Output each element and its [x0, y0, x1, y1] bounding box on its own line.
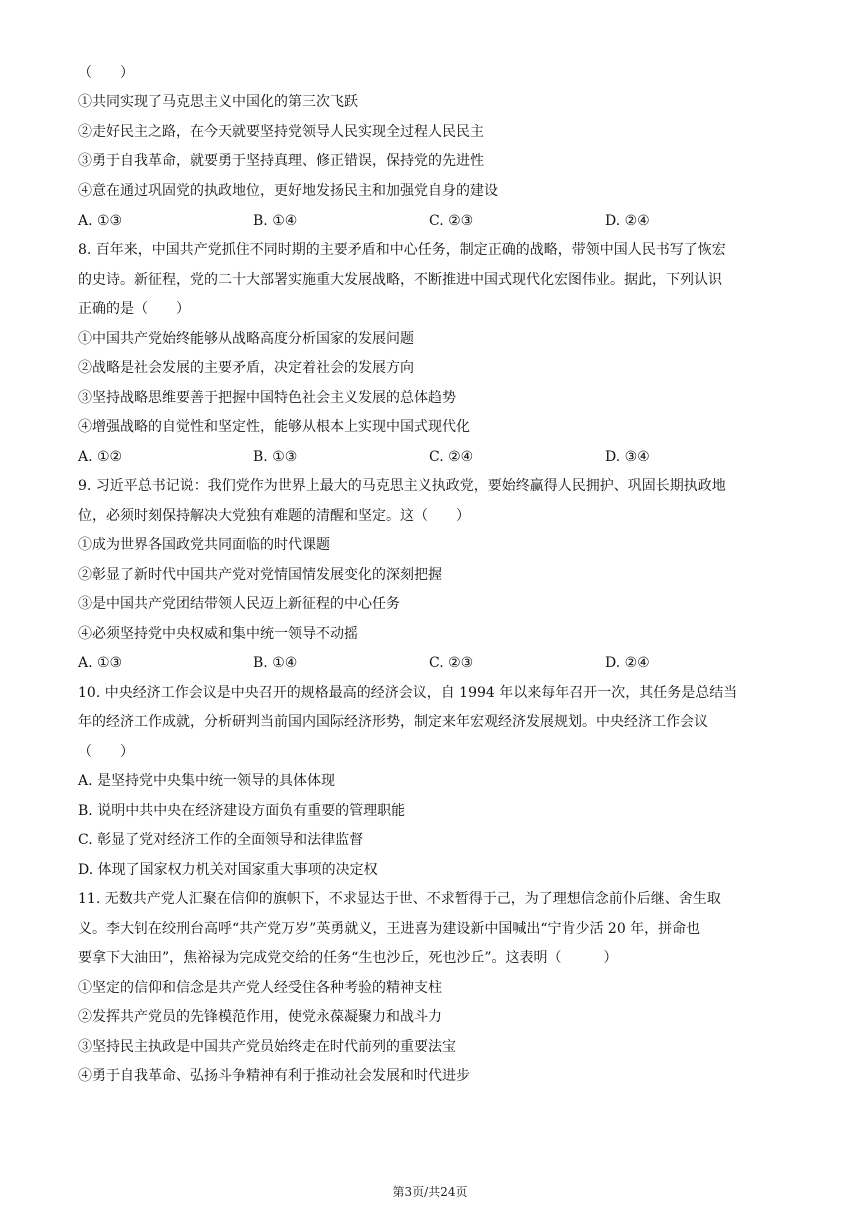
q7-item-3: ③勇于自我革命，就要勇于坚持真理、修正错误，保持党的先进性: [78, 153, 484, 169]
q7-item-2: ②走好民主之路，在今天就要坚持党领导人民实现全过程人民民主: [78, 124, 484, 140]
q11-item-4: ④勇于自我革命、弘扬斗争精神有利于推动社会发展和时代进步: [78, 1068, 470, 1084]
q9-stem-line-1: 9. 习近平总书记说：我们党作为世界上最大的马克思主义执政党，要始终赢得人民拥护、巩固长期执政地: [78, 478, 726, 494]
q9-option-d[interactable]: D. ②④: [605, 655, 650, 671]
q8-item-4: ④增强战略的自觉性和坚定性，能够从根本上实现中国式现代化: [78, 419, 470, 435]
q9-option-c[interactable]: C. ②③: [429, 655, 474, 671]
q7-option-a[interactable]: A. ①③: [78, 213, 123, 229]
page-footer: 第3页/共24页: [392, 1185, 468, 1199]
q10-choice-a[interactable]: A. 是坚持党中央集中统一领导的具体体现: [78, 773, 336, 789]
q8-options: [78, 446, 790, 468]
q9-item-4: ④必须坚持党中央权威和集中统一领导不动摇: [78, 626, 358, 642]
q8-stem-line-1: 8. 百年来，中国共产党抓住不同时期的主要矛盾和中心任务，制定正确的战略，带领中国人民书写了恢宏: [78, 242, 726, 258]
q7-item-4: ④意在通过巩固党的执政地位，更好地发扬民主和加强党自身的建设: [78, 183, 498, 199]
q10-choice-c[interactable]: C. 彰显了党对经济工作的全面领导和法律监督: [78, 832, 364, 848]
q8-item-2: ②战略是社会发展的主要矛盾，决定着社会的发展方向: [78, 360, 414, 376]
q10-choice-d[interactable]: D. 体现了国家权力机关对国家重大事项的决定权: [78, 862, 378, 878]
q7-item-1: ①共同实现了马克思主义中国化的第三次飞跃: [78, 94, 358, 110]
q8-option-c[interactable]: C. ②④: [429, 449, 474, 465]
q11-item-1: ①坚定的信仰和信念是共产党人经受住各种考验的精神支柱: [78, 980, 442, 996]
q9-options: [78, 652, 790, 674]
q9-item-3: ③是中国共产党团结带领人民迈上新征程的中心任务: [78, 596, 400, 612]
q9-option-a[interactable]: A. ①③: [78, 655, 123, 671]
q8-option-b[interactable]: B. ①③: [253, 449, 298, 465]
q11-stem-line-2: 义。李大钊在绞刑台高呼“共产党万岁”英勇就义，王进喜为建设新中国喊出“宁肯少活 20 年，拼命也: [78, 921, 701, 937]
q10-stem-line-1: 10. 中央经济工作会议是中央召开的规格最高的经济会议，自 1994 年以来每年召开一次，其任务是总结当: [78, 685, 738, 701]
q10-stem-line-3: （ ）: [78, 744, 134, 760]
q9-option-b[interactable]: B. ①④: [253, 655, 298, 671]
q8-item-3: ③坚持战略思维要善于把握中国特色社会主义发展的总体趋势: [78, 390, 456, 406]
q7-option-b[interactable]: B. ①④: [253, 213, 298, 229]
q9-item-2: ②彰显了新时代中国共产党对党情国情发展变化的深刻把握: [78, 567, 442, 583]
q10-stem-line-2: 年的经济工作成就，分析研判当前国内国际经济形势，制定来年宏观经济发展规划。中央经济工作会议: [78, 714, 708, 730]
q11-stem-line-3: 要拿下大油田”，焦裕禄为完成党交给的任务“生也沙丘，死也沙丘”。这表明（ ）: [78, 950, 618, 966]
q11-item-2: ②发挥共产党员的先锋模范作用，使党永葆凝聚力和战斗力: [78, 1009, 442, 1025]
question-7-paren: （ ）: [78, 65, 134, 81]
q9-stem-line-2: 位，必须时刻保持解决大党独有难题的清醒和坚定。这（ ）: [78, 508, 470, 524]
q8-item-1: ①中国共产党始终能够从战略高度分析国家的发展问题: [78, 331, 414, 347]
q8-stem-line-2: 的史诗。新征程，党的二十大部署实施重大发展战略，不断推进中国式现代化宏图伟业。据此，下列认识: [78, 272, 722, 288]
q9-item-1: ①成为世界各国政党共同面临的时代课题: [78, 537, 330, 553]
q8-option-a[interactable]: A. ①②: [78, 449, 123, 465]
q7-options: [78, 210, 790, 232]
q10-choice-b[interactable]: B. 说明中共中央在经济建设方面负有重要的管理职能: [78, 803, 406, 819]
q8-stem-line-3: 正确的是（ ）: [78, 301, 190, 317]
q11-item-3: ③坚持民主执政是中国共产党员始终走在时代前列的重要法宝: [78, 1039, 456, 1055]
q8-option-d[interactable]: D. ③④: [605, 449, 650, 465]
q7-option-c[interactable]: C. ②③: [429, 213, 474, 229]
q11-stem-line-1: 11. 无数共产党人汇聚在信仰的旗帜下，不求显达于世、不求暂得于己，为了理想信念前仆后继、舍生取: [78, 891, 721, 907]
q7-option-d[interactable]: D. ②④: [605, 213, 650, 229]
